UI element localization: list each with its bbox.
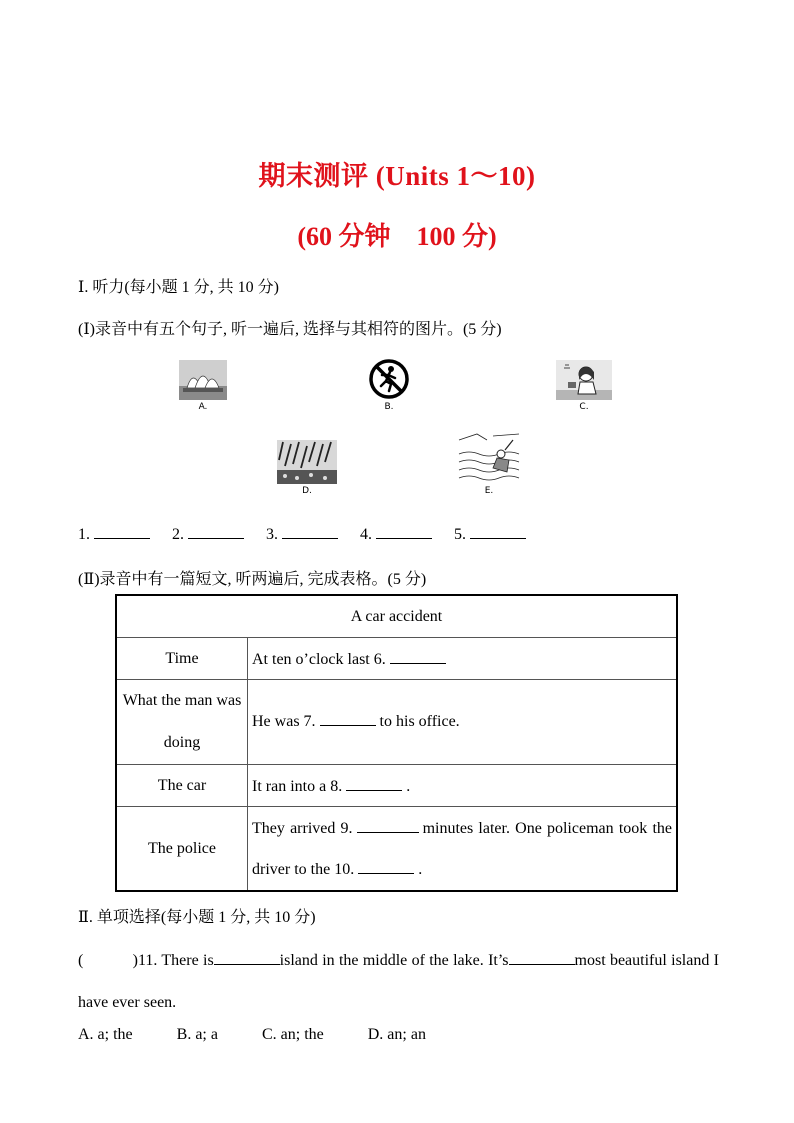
row-content-man: He was 7. to his office. — [248, 680, 678, 765]
blank-8[interactable] — [346, 776, 402, 791]
flood-swimmer-icon — [457, 432, 521, 484]
picture-d — [276, 440, 338, 496]
section1-heading: Ⅰ. 听力(每小题 1 分, 共 10 分) — [78, 279, 279, 296]
row-content-car: It ran into a 8. . — [248, 765, 678, 807]
page-title: 期末测评 (Units 1～10) — [258, 161, 536, 191]
picture-c — [555, 360, 613, 412]
no-running-sign-icon — [367, 358, 411, 400]
car-accident-table — [115, 594, 678, 892]
row-content-police: They arrived 9. minutes later. One policeman took the driver to the 10. . — [248, 807, 678, 892]
blank-11b — [509, 950, 575, 965]
row-content-time: At ten o’clock last 6. — [248, 638, 678, 680]
answer-5[interactable]: 5. — [454, 526, 526, 543]
section2-heading: Ⅱ. 单项选择(每小题 1 分, 共 10 分) — [78, 909, 316, 926]
question-11-options — [78, 1026, 470, 1044]
girl-on-phone-icon — [556, 360, 612, 400]
picture-d-label: D. — [302, 486, 312, 496]
answer-2[interactable]: 2. — [172, 526, 244, 543]
picture-e-label: E. — [484, 486, 494, 496]
row-label-man: What the man was doing — [116, 680, 248, 765]
table-row — [116, 638, 677, 680]
blank-7[interactable] — [320, 711, 376, 726]
table-row — [116, 680, 677, 765]
answer-3[interactable]: 3. — [266, 526, 338, 543]
listening-part2-instruction: (Ⅱ)录音中有一篇短文, 听两遍后, 完成表格。(5 分) — [78, 571, 427, 588]
picture-c-label: C. — [579, 402, 589, 412]
answer-1[interactable]: 1. — [78, 526, 150, 543]
table-header: A car accident — [116, 595, 677, 638]
heavy-rain-icon — [277, 440, 337, 484]
row-label-police: The police — [116, 807, 248, 892]
option-c[interactable]: C. an; the — [261, 1026, 324, 1043]
answer-4[interactable]: 4. — [360, 526, 432, 543]
picture-a — [178, 360, 228, 412]
blank-6[interactable] — [390, 649, 446, 664]
page-subtitle: (60 分钟 100 分) — [297, 222, 497, 251]
picture-e — [456, 432, 522, 496]
listening-answer-row — [78, 524, 544, 544]
picture-a-label: A. — [198, 402, 208, 412]
picture-b-label: B. — [384, 402, 394, 412]
blank-10[interactable] — [358, 859, 414, 874]
table-row — [116, 807, 677, 892]
picture-b — [366, 358, 412, 412]
option-b[interactable]: B. a; a — [176, 1026, 218, 1043]
listening-part1-instruction: (Ⅰ)录音中有五个句子, 听一遍后, 选择与其相符的图片。(5 分) — [78, 321, 502, 338]
table-row — [116, 765, 677, 807]
opera-house-icon — [179, 360, 227, 400]
blank-11a — [214, 950, 280, 965]
option-d[interactable]: D. an; an — [367, 1026, 426, 1043]
row-label-time: Time — [116, 638, 248, 680]
row-label-car: The car — [116, 765, 248, 807]
blank-9[interactable] — [357, 818, 419, 833]
question-11: ( )11. There is island in the middle of the lake. It’s most beautiful island I have ever seen. — [78, 952, 719, 1011]
answer-paren[interactable]: ( ) — [78, 952, 138, 969]
option-a[interactable]: A. a; the — [78, 1026, 133, 1043]
